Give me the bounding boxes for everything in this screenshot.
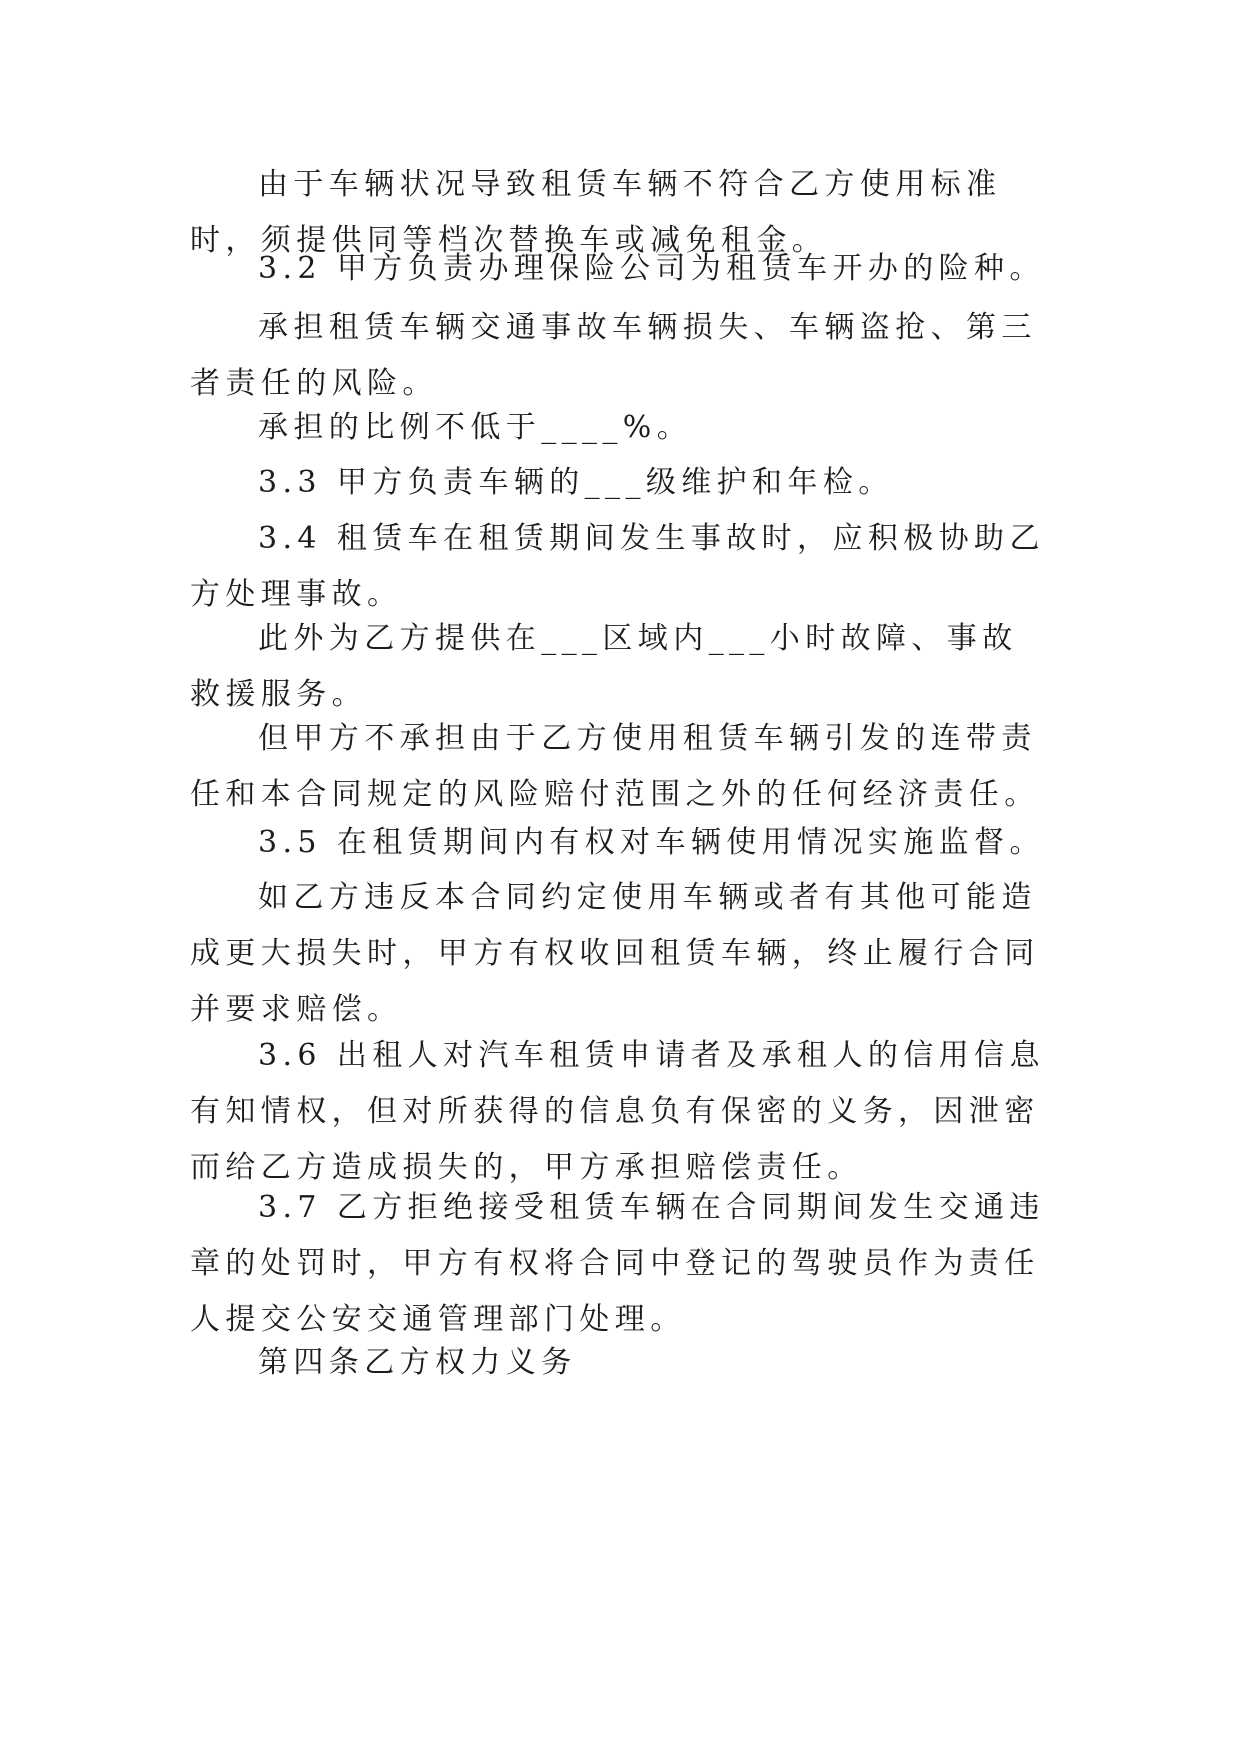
paragraph-breach-recovery: 如乙方违反本合同约定使用车辆或者有其他可能造成更大损失时，甲方有权收回租赁车辆，终止履行合同并要求赔偿。 <box>190 880 1040 1027</box>
paragraph-liability-exclusion: 但甲方不承担由于乙方使用租赁车辆引发的连带责任和本合同规定的风险赔付范围之外的任何经济责任。 <box>190 721 1040 812</box>
section-heading-article-4: 第四条乙方权力义务 <box>258 1345 577 1380</box>
paragraph-rescue-service: 此外为乙方提供在___区域内___小时故障、事故救援服务。 <box>190 621 1018 712</box>
paragraph-clause-3-2: 3.2 甲方负责办理保险公司为租赁车开办的险种。 <box>258 251 1045 286</box>
paragraph-clause-3-7: 3.7 乙方拒绝接受租赁车辆在合同期间发生交通违章的处罚时，甲方有权将合同中登记的驾驶员作为责任人提交公安交通管理部门处理。 <box>190 1190 1045 1337</box>
paragraph-vehicle-condition: 由于车辆状况导致租赁车辆不符合乙方使用标准时，须提供同等档次替换车或减免租金。 <box>190 167 1002 258</box>
paragraph-clause-3-4: 3.4 租赁车在租赁期间发生事故时，应积极协助乙方处理事故。 <box>190 521 1045 612</box>
paragraph-clause-3-6: 3.6 出租人对汽车租赁申请者及承租人的信用信息有知情权，但对所获得的信息负有保密的义务，因泄密而给乙方造成损失的，甲方承担赔偿责任。 <box>190 1038 1045 1185</box>
paragraph-insurance-risk: 承担租赁车辆交通事故车辆损失、车辆盗抢、第三者责任的风险。 <box>190 310 1037 401</box>
paragraph-clause-3-3: 3.3 甲方负责车辆的___级维护和年检。 <box>258 465 894 500</box>
paragraph-ratio: 承担的比例不低于____%。 <box>258 410 693 445</box>
paragraph-clause-3-5: 3.5 在租赁期间内有权对车辆使用情况实施监督。 <box>258 825 1045 860</box>
